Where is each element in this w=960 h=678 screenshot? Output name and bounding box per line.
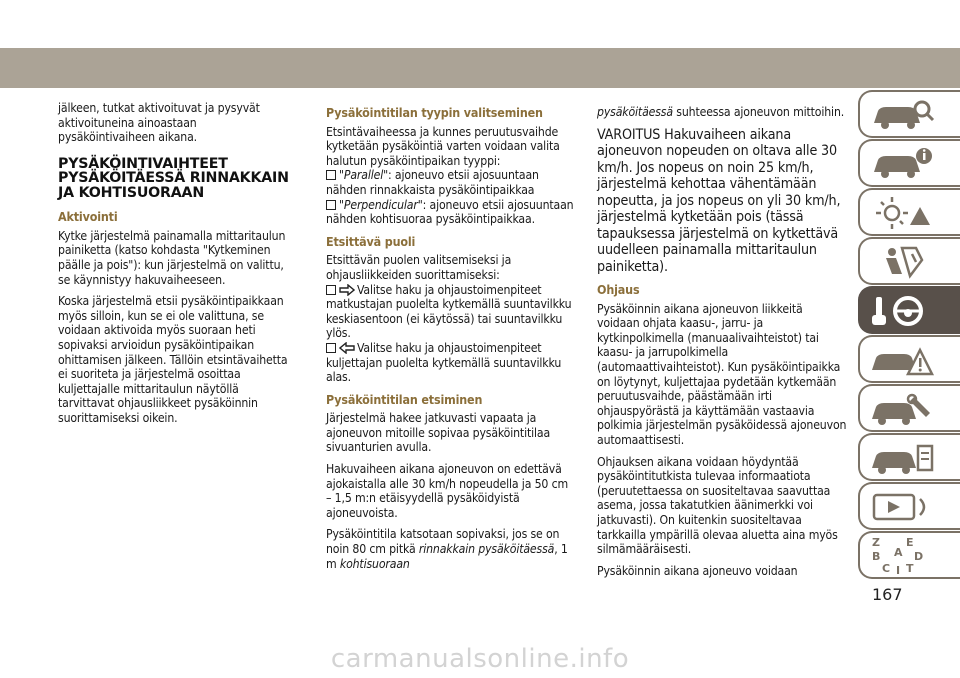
paragraph: Koska järjestelmä etsii pysäköintipaikkaan myös silloin, kun se ei ole valittuna, se voidaan aktivoida myös suoraan heti sopivaksi arvioidun pysäköintipaikan ohittamisen jälkeen. Tällöin etsintävaihetta ei suoriteta ja järjestelmä osoittaa kuljettajalle mittaritaulun näytöllä tarvittavat ohjausliikkeet pysäköinnin suorittamiseksi oikein. <box>58 294 288 425</box>
tab-warning-lights[interactable] <box>858 188 960 236</box>
tab-index[interactable] <box>858 531 960 579</box>
paragraph: Kytke järjestelmä painamalla mittaritaulun painiketta (katso kohdasta "Kytkeminen päälle ja pois"): kun järjestelmä on valittu, se käynnistyy hakuvaiheeseen. <box>58 228 286 287</box>
subheading-space-search: Pysäköintitilan etsiminen <box>326 391 483 407</box>
bullet-icon <box>326 170 336 180</box>
bullet-item <box>326 168 576 197</box>
arrow-right-icon <box>339 284 355 296</box>
paragraph: Pysäköinnin aikana ajoneuvon liikkeitä voidaan ohjata kaasu-, jarru- ja kytkinpolkimella (manuaalivaihteistot) tai kaasu- ja jarrupolkimella (automaattivaihteistot). Kun pysäköintipaikka on löytynyt, kuljettajaa pydetään kytkemään peruutusvaihde, päästämään irti ohjauspyörästä ja käyttämään vastaavia polkimia järjestelmän pysäköidessä ajoneuvon automaattisesti. <box>597 301 847 448</box>
paragraph <box>597 105 847 120</box>
text: , 1 m <box>326 542 568 571</box>
bullet-icon <box>326 285 336 295</box>
column-2 <box>326 106 576 578</box>
airbag-seat-icon <box>868 244 938 280</box>
paragraph: jälkeen, tutkat aktivoituvat ja pysyvät aktivoituneina ainoastaan pysäköintivaiheen aikana. <box>58 101 260 145</box>
index-letter: I <box>896 564 901 577</box>
section-heading: PYSÄKÖINTIVAIHTEET PYSÄKÖITÄESSÄ RINNAKKAIN JA KOHTISUORAAN <box>58 155 289 201</box>
column-3 <box>597 105 847 585</box>
bullet-text: : ajoneuvo etsii ajosuuntaan nähden kohtisuoraa pysäköintipaikkaa. <box>326 197 574 227</box>
tab-car-wrench[interactable] <box>858 384 960 432</box>
multimedia-icon <box>868 489 938 525</box>
text: suhteessa ajoneuvon mittoihin. <box>672 105 845 119</box>
tab-car-specs[interactable] <box>858 433 960 481</box>
tab-car-warning[interactable] <box>858 335 960 383</box>
subheading-space-type: Pysäköintitilan tyypin valitseminen <box>326 105 543 120</box>
index-letter: E <box>906 536 914 549</box>
subheading-activation: Aktivointi <box>58 209 118 225</box>
paragraph: Ohjauksen aikana voidaan höydyntää pysäköintitutkista tulevaa informaatiota (peruutettaessa on suositeltavaa saavuttaa asema, jossa takatutkien äänimerkki voi jatkuvasti). On kuitenkin suositeltavaa tarkkailla ympärillä olevaa aluetta aina myös silmämääräisesti. <box>597 454 838 557</box>
arrow-left-icon <box>339 342 355 354</box>
index-letter: C <box>882 562 891 575</box>
warning-lights-icon <box>868 195 938 231</box>
paragraph <box>326 253 576 282</box>
warning-text: VAROITUS Hakuvaiheen aikana ajoneuvon nopeuden on oltava alle 30 km/h. Jos nopeus on noin 25 km/h, järjestelmä kehottaa vähentämään nopeutta, ja jos nopeus on yli 30 km/h, järjestelmä kytketään pois (tässä tapauksessa järjestelmä on kytkettävä uudelleen painamalla mittaritaulun painiketta). <box>597 126 841 275</box>
text: Pysäköintitila katsotaan sopivaksi, jos se on noin 80 cm pitkä <box>326 527 560 557</box>
paragraph <box>326 125 576 169</box>
paragraph: Järjestelmä hakee jatkuvasti vapaata ja ajoneuvon mitoille sopivaa pysäköintitilaa sivuanturien avulla. <box>326 411 551 455</box>
tab-multimedia[interactable] <box>858 482 960 530</box>
index-letter: A <box>894 546 903 559</box>
text-italic: kohtisuoraan <box>339 556 410 571</box>
bullet-term: "Parallel" <box>339 168 389 183</box>
tab-airbag-seat[interactable] <box>858 237 960 285</box>
watermark: carmanualsonline.info <box>330 644 630 674</box>
text: Etsittävän puolen valitsemiseksi ja ohjausliikkeiden suorittamiseksi: <box>326 253 512 282</box>
car-search-icon <box>868 97 938 133</box>
car-warning-icon <box>868 342 938 378</box>
page-number: 167 <box>872 585 903 604</box>
text-italic: pysäköitäessä <box>597 105 673 119</box>
tab-starting-driving[interactable] <box>858 286 960 334</box>
bullet-icon <box>326 200 336 210</box>
bullet-text: Valitse haku ja ohjaustoimenpiteet kuljettajan puolelta kytkemällä suuntavilkku alas. <box>326 340 562 385</box>
paragraph: Hakuvaiheen aikana ajoneuvon on edettävä ajokaistalla alle 30 km/h nopeudella ja 50 cm – 1,5 m:n etäisyydellä pysäköidyistä ajoneuvoista. <box>326 462 568 520</box>
bullet-term: "Perpendicular" <box>339 197 423 212</box>
tab-car-info[interactable] <box>858 139 960 187</box>
bullet-item <box>326 283 576 341</box>
bullet-text: : ajoneuvo etsii ajosuuntaan nähden rinnakkaista pysäköintipaikkaa <box>326 168 539 197</box>
index-letter: T <box>906 562 914 575</box>
bullet-item <box>326 341 576 385</box>
car-info-icon <box>868 146 938 182</box>
text: Etsintävaiheessa ja kunnes peruutusvaihde kytketään pysäköintiä varten voidaan valita halutun pysäköintipaikan tyyppi: <box>326 124 560 168</box>
header-bar <box>0 48 960 88</box>
paragraph: Pysäköinnin aikana ajoneuvo voidaan <box>597 563 798 578</box>
index-letter: Z <box>872 536 880 549</box>
subheading-search-side: Etsittävä puoli <box>326 233 416 249</box>
car-specs-icon <box>868 440 938 476</box>
bullet-text: Valitse haku ja ohjaustoimenpiteet matkustajan puolelta kytkemällä suuntavilkku keskiasentoon (ei käytössä) tai suuntavilkku ylös. <box>326 282 572 341</box>
subheading-control: Ohjaus <box>597 282 640 298</box>
car-wrench-icon <box>868 391 938 427</box>
tab-car-search[interactable] <box>858 90 960 138</box>
index-letter: B <box>872 550 881 563</box>
text-italic: rinnakkain pysäköitäessä <box>418 542 555 557</box>
column-1 <box>58 101 296 433</box>
key-steering-wheel-icon <box>868 293 938 329</box>
index-letter: D <box>914 550 924 563</box>
bullet-icon <box>326 343 336 353</box>
index-abc-icon <box>870 536 930 578</box>
paragraph <box>326 527 576 571</box>
bullet-item <box>326 198 576 227</box>
